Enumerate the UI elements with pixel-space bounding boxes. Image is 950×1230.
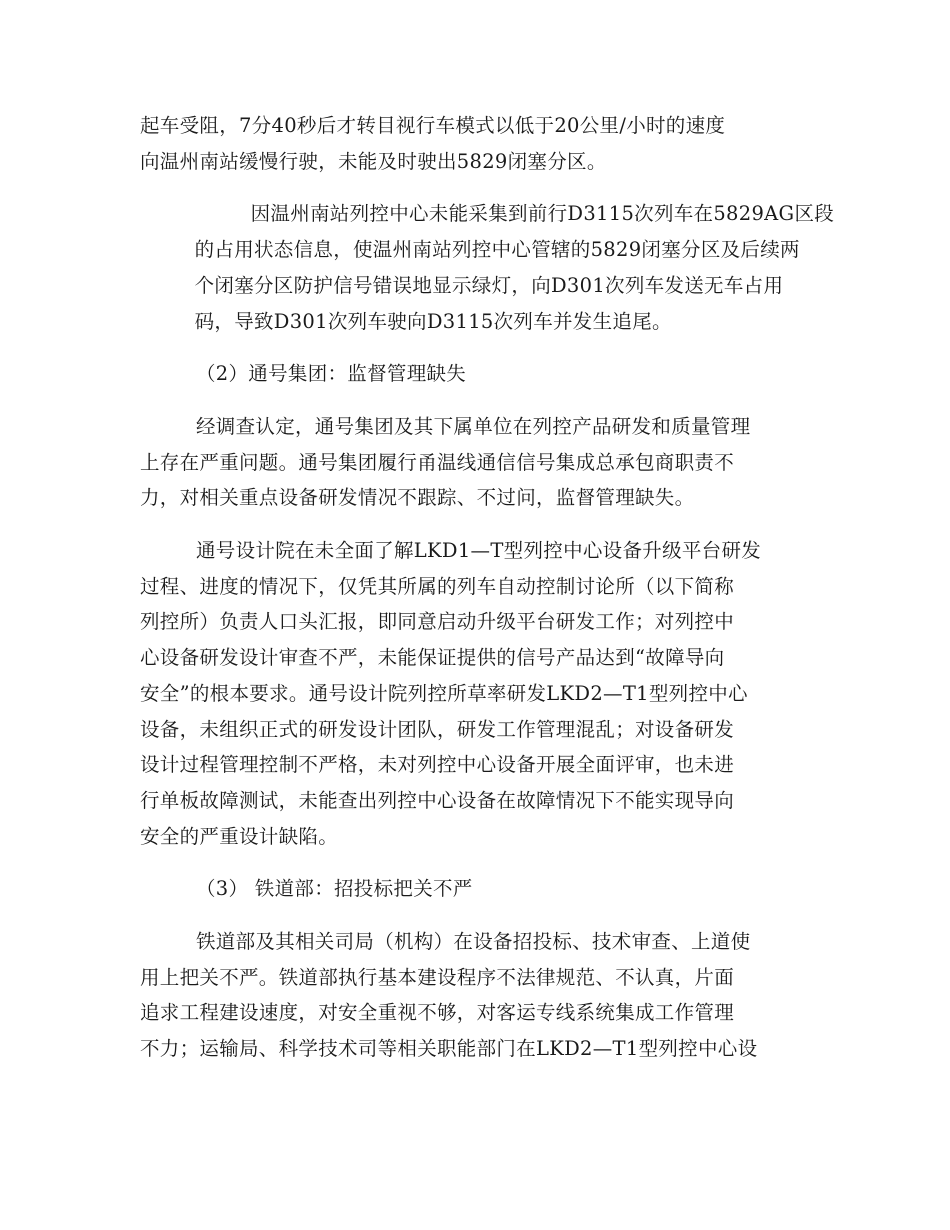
text-line: 通号设计院在未全面了解LKD1—T型列控中心设备升级平台研发 bbox=[196, 539, 762, 563]
text-line: 个闭塞分区防护信号错误地显示绿灯，向D301次列车发送无车占用 bbox=[194, 273, 784, 297]
text-line: 不力；运输局、科学技术司等相关职能部门在LKD2—T1型列控中心设 bbox=[140, 1037, 758, 1061]
text-line: 设计过程管理控制不严格，未对列控中心设备开展全面评审，也未进 bbox=[140, 753, 735, 777]
paragraph-tonghao-group bbox=[140, 409, 820, 516]
paragraph-continuation bbox=[140, 108, 820, 179]
text-line: 列控所）负责人口头汇报，即同意启动升级平台研发工作；对列控中 bbox=[140, 610, 735, 634]
section-heading-2: （2）通号集团：监督管理缺失 bbox=[196, 362, 467, 386]
section-heading-3: （3） 铁道部：招投标把关不严 bbox=[196, 877, 473, 901]
text-line: 过程、进度的情况下，仅凭其所属的列车自动控制讨论所（以下简称 bbox=[140, 574, 735, 598]
text-line: 用上把关不严。铁道部执行基本建设程序不法律规范、不认真，片面 bbox=[140, 965, 735, 989]
text-line: 安全”的根本要求。通号设计院列控所草率研发LKD2—T1型列控中心 bbox=[140, 681, 748, 705]
text-line: 安全的严重设计缺陷。 bbox=[140, 824, 339, 848]
text-line: 因温州南站列控中心未能采集到前行D3115次列车在5829AG区段 bbox=[250, 202, 835, 226]
text-line: 的占用状态信息，使温州南站列控中心管辖的5829闭塞分区及后续两 bbox=[194, 238, 800, 262]
document-body bbox=[140, 108, 835, 1084]
text-line: 行单板故障测试，未能查出列控中心设备在故障情况下不能实现导向 bbox=[140, 788, 735, 812]
paragraph-design-institute bbox=[140, 533, 820, 854]
text-line: 码，导致D301次列车驶向D3115次列车并发生追尾。 bbox=[194, 309, 672, 333]
text-line: 心设备研发设计审查不严，未能保证提供的信号产品达到“故障导向 bbox=[140, 646, 725, 670]
text-line: 上存在严重问题。通号集团履行甬温线通信信号集成总承包商职责不 bbox=[140, 450, 735, 474]
text-line: 经调查认定，通号集团及其下属单位在列控产品研发和质量管理 bbox=[196, 414, 751, 438]
text-line: 起车受阻，7分40秒后才转目视行车模式以低于20公里/小时的速度 bbox=[140, 114, 726, 137]
text-line: 向温州南站缓慢行驶，未能及时驶出5829闭塞分区。 bbox=[140, 149, 607, 173]
text-line: 追求工程建设速度，对安全重视不够，对客运专线系统集成工作管理 bbox=[140, 1001, 735, 1025]
text-line: 力，对相关重点设备研发情况不跟踪、不过问，监督管理缺失。 bbox=[140, 486, 695, 510]
text-line: 铁道部及其相关司局（机构）在设备招投标、技术审查、上道使 bbox=[196, 930, 751, 954]
paragraph-railway-ministry bbox=[140, 924, 820, 1067]
paragraph-signal-failure bbox=[140, 196, 835, 339]
text-line: 设备，未组织正式的研发设计团队，研发工作管理混乱；对设备研发 bbox=[140, 717, 735, 741]
